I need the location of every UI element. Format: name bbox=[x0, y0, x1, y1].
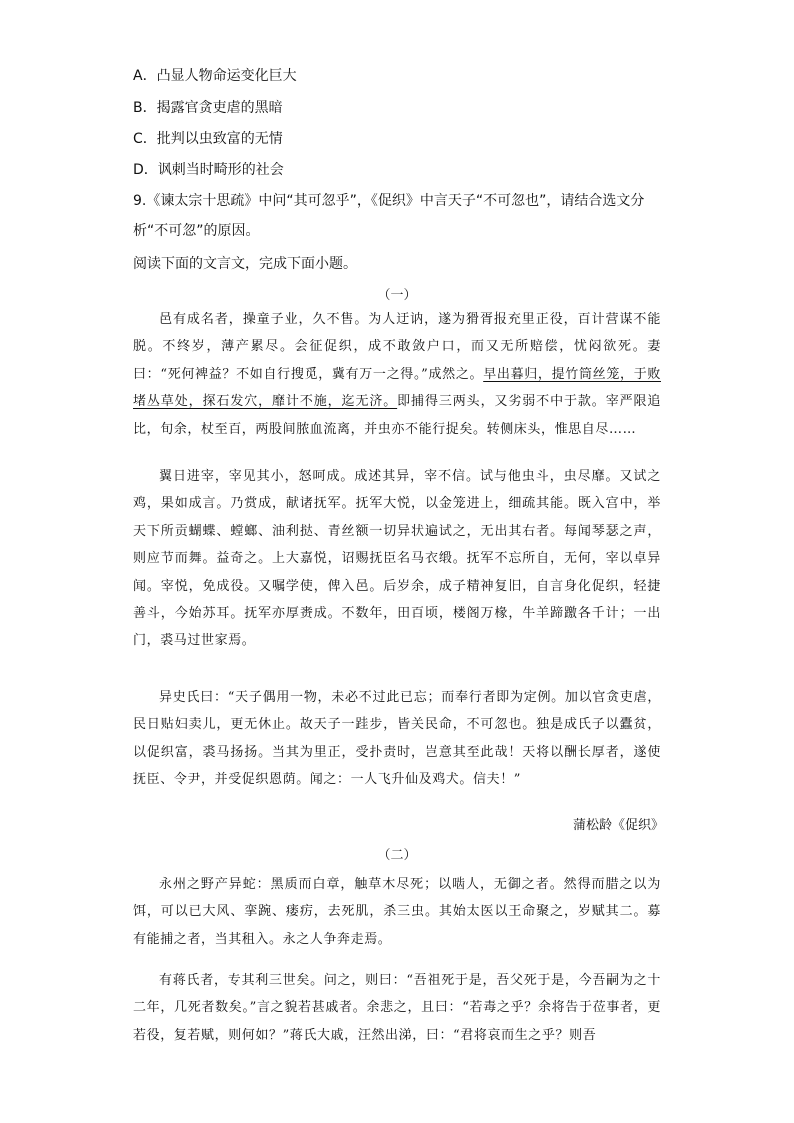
option-c: C．批判以虫致富的无情 bbox=[133, 131, 283, 147]
underlined-sentence: 早出暮归，提竹筒丝笼，于败堵丛草处，探石发穴，靡计不施，迄无济。 bbox=[133, 366, 661, 410]
option-a: A．凸显人物命运变化巨大 bbox=[133, 68, 297, 84]
section-1-paragraph-2: 翼日进宰，宰见其小，怒呵成。成述其异，宰不信。试与他虫斗，虫尽靡。又试之鸡，果如成言。乃赏成，献诸抚军。抚军大悦，以金笼进上，细疏其能。既入宫中，举天下所贡蝴蝶、螳螂、油利挞、青丝额一切异状遍试之，无出其右者。每闻琴瑟之声，则应节而舞。益奇之。上大嘉悦，诏赐抚臣名马衣缎。抚军不忘所自，无何，宰以卓异闻。宰悦，免成役。又嘱学使，俾入邑。后岁余，成子精神复旧，自言身化促织，轻捷善斗，今始苏耳。抚军亦厚赉成。不数年，田百顷，楼阁万椽，牛羊蹄躈各千计；一出门，裘马过世家焉。 bbox=[133, 469, 661, 649]
reading-instruction: 阅读下面的文言文，完成下面小题。 bbox=[133, 256, 357, 272]
option-b: B．揭露官贪吏虐的黑暗 bbox=[133, 100, 283, 116]
source-attribution: 蒲松龄《促织》 bbox=[572, 818, 664, 833]
option-d: D．讽刺当时畸形的社会 bbox=[133, 162, 284, 178]
section-1-paragraph-3: 异史氏曰：“天子偶用一物，未必不过此已忘；而奉行者即为定例。加以官贪吏虐，民日贴妇卖儿，更无休止。故天子一跬步，皆关民命，不可忽也。独是成氏子以蠹贫，以促织富，裘马扬扬。当其为里正，受扑责时，岂意其至此哉！天将以酬长厚者，遂使抚臣、令尹，并受促织恩荫。闻之：一人飞升仙及鸡犬。信夫！” bbox=[133, 690, 661, 788]
paragraph-text: 即捕得三两头，又劣弱不中于款。宰严限追比，旬余，杖至百，两股间脓血流离，并虫亦不能行捉矣。转侧床头，惟思自尽…… bbox=[133, 394, 661, 437]
paragraph-text: 邑有成名者，操童子业，久不售。为人迂讷，遂为猾胥报充里正役，百计营谋不能脱。不终岁，薄产累尽。会征促织，成不敢敛户口，而又无所赔偿，忧闷欲死。妻曰：“死何裨益？不如自行搜觅，冀有万一之得。”成然之。 bbox=[133, 312, 661, 382]
section-1-paragraph-1 bbox=[133, 306, 661, 443]
section-1-title: （一） bbox=[377, 288, 417, 303]
section-2-paragraph-2: 有蒋氏者，专其利三世矣。问之，则曰：“吾祖死于是，吾父死于是，今吾嗣为之十二年，几死者数矣。”言之貌若甚戚者。余悲之，且曰：“若毒之乎？余将告于莅事者，更若役，复若赋，则何如？”蒋氏大戚，汪然出涕，曰：“君将哀而生之乎？则吾 bbox=[133, 973, 661, 1043]
section-2-title: （二） bbox=[377, 848, 417, 863]
section-2-paragraph-1: 永州之野产异蛇：黑质而白章，触草木尽死；以啮人，无御之者。然得而腊之以为饵，可以已大风、挛踠、瘘疠，去死肌，杀三虫。其始太医以王命聚之，岁赋其二。募有能捕之者，当其租入。永之人争奔走焉。 bbox=[133, 877, 661, 947]
question-9: 9.《谏太宗十思疏》中问“其可忽乎”，《促织》中言天子“不可忽也”，请结合选文分析“不可忽”的原因。 bbox=[133, 193, 645, 239]
